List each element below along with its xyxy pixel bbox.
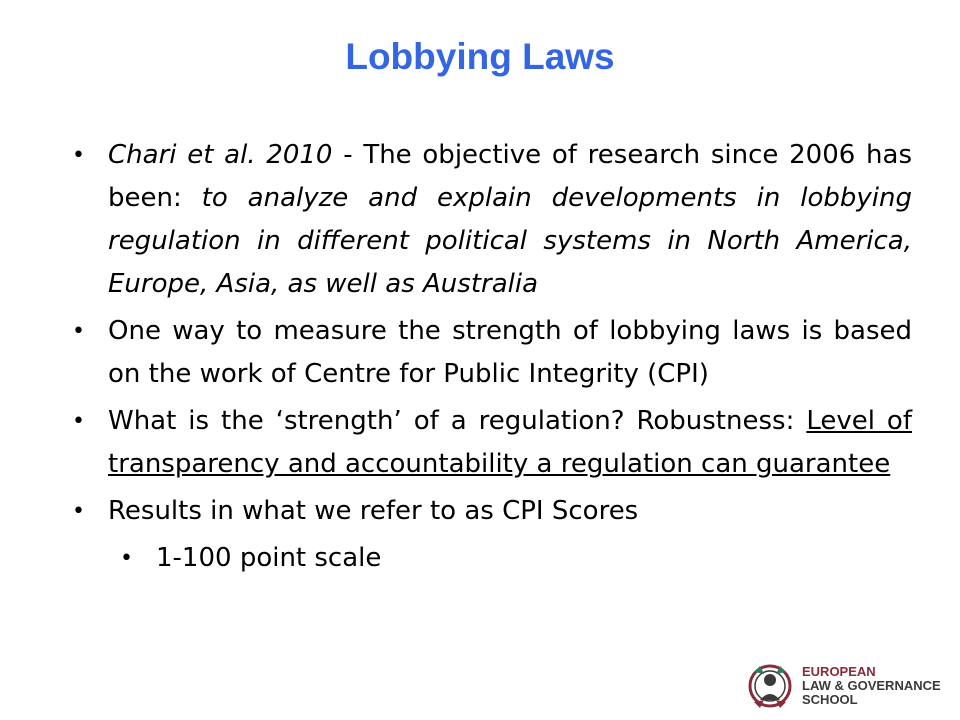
- bullet-text: One way to measure the strength of lobbying laws is based on the work of Centre for Public Integrity (CPI): [108, 316, 912, 389]
- bullet-icon: •: [120, 546, 133, 571]
- bullet-text: - The objective of research since 2006 has been:: [108, 140, 912, 213]
- slide-body: [72, 134, 912, 584]
- bullet-icon: •: [72, 409, 85, 434]
- school-logo: [748, 656, 948, 716]
- crest-icon: [748, 658, 792, 714]
- bullet-italic-text: to analyze and explain developments in lobbying regulation in different political systems in North America, Europe, Asia, as well as Australia: [108, 183, 912, 299]
- bullet-text: What is the ‘strength’ of a regulation? Robustness:: [108, 406, 807, 436]
- logo-line-1: EUROPEAN: [802, 664, 876, 679]
- logo-line-2: LAW & GOVERNANCE: [802, 678, 941, 693]
- bullet-item: [72, 400, 912, 486]
- slide-title: Lobbying Laws: [345, 36, 615, 77]
- logo-wordmark: [802, 665, 941, 707]
- sub-bullet-item: [72, 537, 912, 580]
- logo-line-3: SCHOOL: [802, 692, 858, 707]
- sub-bullet-text: 1-100 point scale: [156, 543, 382, 573]
- bullet-underlined-text: Level of transparency and accountability a regulation can guarantee: [108, 406, 912, 479]
- bullet-item: [72, 134, 912, 306]
- bullet-icon: •: [72, 143, 85, 168]
- bullet-item: [72, 310, 912, 396]
- bullet-icon: •: [72, 319, 85, 344]
- citation: Chari et al. 2010: [108, 140, 333, 170]
- bullet-text: Results in what we refer to as CPI Scores: [108, 496, 639, 526]
- bullet-item: [72, 490, 912, 533]
- bullet-icon: •: [72, 499, 85, 524]
